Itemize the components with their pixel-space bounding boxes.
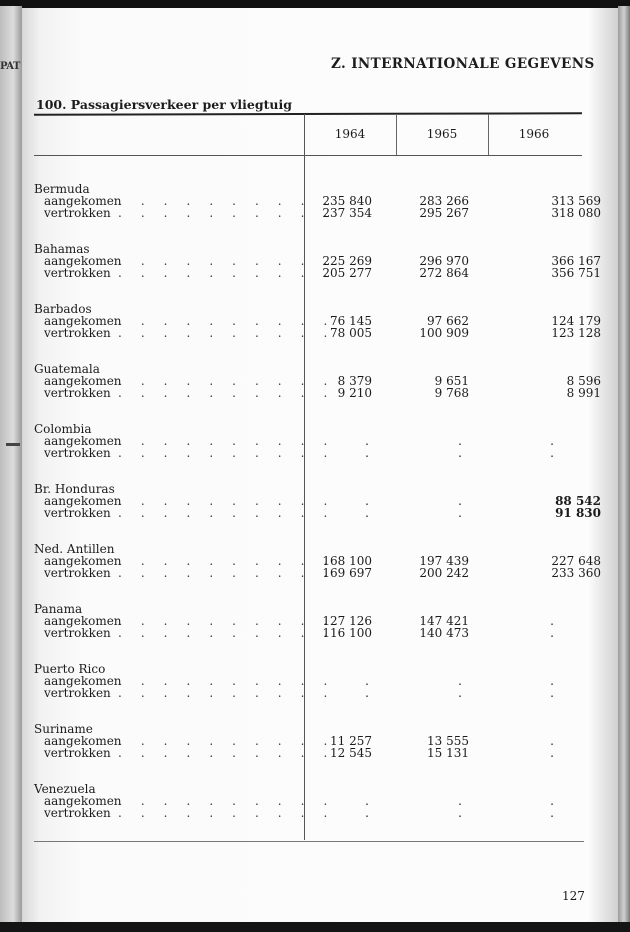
leader-dots: . . . . . . . . . . bbox=[118, 386, 335, 400]
cell-departed-1964: 237 354 bbox=[322, 206, 372, 220]
leader-dots: . . . . . . . . . . bbox=[118, 194, 335, 208]
cell-arrived-1966: . bbox=[550, 674, 554, 688]
cell-departed-1964: 12 545 bbox=[330, 746, 372, 760]
cell-departed-1966: . bbox=[550, 686, 554, 700]
row-label-arrived: aangekomen bbox=[44, 314, 122, 328]
facing-page-text: PAT bbox=[0, 61, 20, 72]
row-label-arrived: aangekomen bbox=[44, 194, 122, 208]
row-label-arrived: aangekomen bbox=[44, 254, 122, 268]
cell-departed-1964: . bbox=[365, 446, 369, 460]
leader-dots: . . . . . . . . . . bbox=[118, 494, 335, 508]
cell-departed-1965: 15 131 bbox=[427, 746, 469, 760]
cell-arrived-1966: . bbox=[550, 794, 554, 808]
country-name: Br. Honduras bbox=[34, 482, 115, 496]
cell-arrived-1965: . bbox=[458, 434, 462, 448]
leader-dots: . . . . . . . . . . bbox=[118, 374, 335, 388]
cell-departed-1964: 205 277 bbox=[322, 266, 372, 280]
cell-arrived-1964: 8 379 bbox=[337, 374, 372, 388]
country-name: Bahamas bbox=[34, 242, 90, 256]
cell-arrived-1966: . bbox=[550, 734, 554, 748]
leader-dots: . . . . . . . . . . bbox=[118, 254, 335, 268]
row-label-departed: vertrokken bbox=[44, 566, 111, 580]
cell-departed-1966: 318 080 bbox=[551, 206, 601, 220]
leader-dots: . . . . . . . . . . bbox=[118, 506, 335, 520]
column-header-1966: 1966 bbox=[518, 127, 550, 141]
cell-departed-1966: . bbox=[550, 746, 554, 760]
column-header-1965: 1965 bbox=[426, 127, 458, 141]
cell-arrived-1965: . bbox=[458, 674, 462, 688]
row-label-departed: vertrokken bbox=[44, 386, 111, 400]
facing-page-edge bbox=[0, 6, 22, 926]
leader-dots: . . . . . . . . . . bbox=[118, 806, 335, 820]
cell-arrived-1965: . bbox=[458, 794, 462, 808]
leader-dots: . . . . . . . . . . bbox=[118, 266, 335, 280]
cell-departed-1965: . bbox=[458, 686, 462, 700]
row-label-arrived: aangekomen bbox=[44, 614, 122, 628]
row-label-arrived: aangekomen bbox=[44, 554, 122, 568]
leader-dots: . . . . . . . . . . bbox=[118, 206, 335, 220]
cell-departed-1964: . bbox=[365, 806, 369, 820]
leader-dots: . . . . . . . . . . bbox=[118, 446, 335, 460]
cell-arrived-1964: 225 269 bbox=[322, 254, 372, 268]
leader-dots: . . . . . . . . . . bbox=[118, 626, 335, 640]
cell-arrived-1965: 13 555 bbox=[427, 734, 469, 748]
cell-arrived-1966: . bbox=[550, 614, 554, 628]
page-number: 127 bbox=[562, 889, 585, 903]
bookmark-mark bbox=[6, 443, 20, 446]
cell-departed-1964: . bbox=[365, 506, 369, 520]
country-name: Suriname bbox=[34, 722, 93, 736]
cell-arrived-1965: 296 970 bbox=[419, 254, 469, 268]
cell-departed-1964: 9 210 bbox=[337, 386, 372, 400]
page-right-edge bbox=[618, 6, 630, 926]
cell-departed-1966: 233 360 bbox=[551, 566, 601, 580]
cell-arrived-1964: . bbox=[365, 494, 369, 508]
cell-departed-1965: 100 909 bbox=[419, 326, 469, 340]
cell-arrived-1964: 235 840 bbox=[322, 194, 372, 208]
leader-dots: . . . . . . . . . . bbox=[118, 326, 335, 340]
cell-arrived-1964: 127 126 bbox=[322, 614, 372, 628]
cell-arrived-1966: 227 648 bbox=[551, 554, 601, 568]
row-label-departed: vertrokken bbox=[44, 806, 111, 820]
row-label-arrived: aangekomen bbox=[44, 734, 122, 748]
row-label-arrived: aangekomen bbox=[44, 374, 122, 388]
leader-dots: . . . . . . . . . . bbox=[118, 746, 335, 760]
country-name: Barbados bbox=[34, 302, 92, 316]
cell-arrived-1965: 147 421 bbox=[419, 614, 469, 628]
row-label-departed: vertrokken bbox=[44, 446, 111, 460]
cell-departed-1964: . bbox=[365, 686, 369, 700]
row-label-arrived: aangekomen bbox=[44, 494, 122, 508]
country-name: Panama bbox=[34, 602, 83, 616]
leader-dots: . . . . . . . . . . bbox=[118, 554, 335, 568]
row-label-arrived: aangekomen bbox=[44, 674, 122, 688]
cell-arrived-1964: . bbox=[365, 794, 369, 808]
leader-dots: . . . . . . . . . . bbox=[118, 314, 335, 328]
cell-departed-1964: 78 005 bbox=[330, 326, 372, 340]
country-name: Puerto Rico bbox=[34, 662, 106, 676]
cell-arrived-1966: . bbox=[550, 434, 554, 448]
country-name: Bermuda bbox=[34, 182, 90, 196]
row-label-departed: vertrokken bbox=[44, 266, 111, 280]
country-group bbox=[34, 422, 594, 470]
cell-departed-1965: 9 768 bbox=[434, 386, 469, 400]
country-name: Colombia bbox=[34, 422, 92, 436]
cell-arrived-1964: 76 145 bbox=[330, 314, 372, 328]
column-header-1964: 1964 bbox=[334, 127, 366, 141]
cell-arrived-1964: . bbox=[365, 674, 369, 688]
country-name: Guatemala bbox=[34, 362, 100, 376]
row-label-departed: vertrokken bbox=[44, 626, 111, 640]
cell-departed-1966: . bbox=[550, 626, 554, 640]
cell-departed-1965: 140 473 bbox=[419, 626, 469, 640]
cell-arrived-1964: 11 257 bbox=[330, 734, 372, 748]
cell-departed-1966: 356 751 bbox=[551, 266, 601, 280]
cell-departed-1964: 116 100 bbox=[322, 626, 372, 640]
cell-departed-1966: 91 830 bbox=[555, 506, 601, 520]
country-group bbox=[34, 542, 601, 590]
country-group bbox=[34, 662, 594, 710]
cell-departed-1964: 169 697 bbox=[322, 566, 372, 580]
cell-departed-1965: 295 267 bbox=[419, 206, 469, 220]
country-group bbox=[34, 182, 601, 230]
leader-dots: . . . . . . . . . . bbox=[118, 614, 335, 628]
cell-arrived-1966: 8 596 bbox=[566, 374, 601, 388]
row-label-arrived: aangekomen bbox=[44, 434, 122, 448]
cell-departed-1965: . bbox=[458, 506, 462, 520]
row-label-departed: vertrokken bbox=[44, 746, 111, 760]
cell-arrived-1965: 97 662 bbox=[427, 314, 469, 328]
cell-departed-1965: . bbox=[458, 806, 462, 820]
country-group bbox=[34, 362, 601, 410]
section-header: Z. INTERNATIONALE GEGEVENS bbox=[331, 56, 595, 72]
country-group bbox=[34, 782, 594, 830]
cell-arrived-1964: 168 100 bbox=[322, 554, 372, 568]
table-title: 100. Passagiersverkeer per vliegtuig bbox=[36, 97, 292, 112]
leader-dots: . . . . . . . . . . bbox=[118, 686, 335, 700]
country-name: Ned. Antillen bbox=[34, 542, 115, 556]
row-label-departed: vertrokken bbox=[44, 686, 111, 700]
row-label-departed: vertrokken bbox=[44, 326, 111, 340]
cell-departed-1966: . bbox=[550, 806, 554, 820]
scan-bottom-shadow bbox=[0, 922, 630, 932]
cell-arrived-1966: 366 167 bbox=[551, 254, 601, 268]
row-label-arrived: aangekomen bbox=[44, 794, 122, 808]
cell-departed-1966: 8 991 bbox=[566, 386, 601, 400]
cell-arrived-1966: 124 179 bbox=[551, 314, 601, 328]
leader-dots: . . . . . . . . . . bbox=[118, 674, 335, 688]
country-group bbox=[34, 302, 601, 350]
cell-arrived-1965: 197 439 bbox=[419, 554, 469, 568]
country-group bbox=[34, 722, 594, 770]
cell-arrived-1965: 9 651 bbox=[434, 374, 469, 388]
cell-arrived-1965: . bbox=[458, 494, 462, 508]
cell-departed-1965: 200 242 bbox=[419, 566, 469, 580]
table-header-rule bbox=[34, 155, 582, 156]
cell-arrived-1966: 88 542 bbox=[555, 494, 601, 508]
leader-dots: . . . . . . . . . . bbox=[118, 794, 335, 808]
cell-departed-1965: . bbox=[458, 446, 462, 460]
leader-dots: . . . . . . . . . . bbox=[118, 734, 335, 748]
country-group bbox=[34, 602, 594, 650]
cell-arrived-1965: 283 266 bbox=[419, 194, 469, 208]
table-bottom-rule bbox=[34, 841, 584, 842]
leader-dots: . . . . . . . . . . bbox=[118, 566, 335, 580]
country-group bbox=[34, 482, 601, 530]
row-label-departed: vertrokken bbox=[44, 206, 111, 220]
country-group bbox=[34, 242, 601, 290]
country-name: Venezuela bbox=[34, 782, 96, 796]
row-label-departed: vertrokken bbox=[44, 506, 111, 520]
cell-departed-1965: 272 864 bbox=[419, 266, 469, 280]
cell-departed-1966: . bbox=[550, 446, 554, 460]
cell-departed-1966: 123 128 bbox=[551, 326, 601, 340]
leader-dots: . . . . . . . . . . bbox=[118, 434, 335, 448]
cell-arrived-1966: 313 569 bbox=[551, 194, 601, 208]
cell-arrived-1964: . bbox=[365, 434, 369, 448]
